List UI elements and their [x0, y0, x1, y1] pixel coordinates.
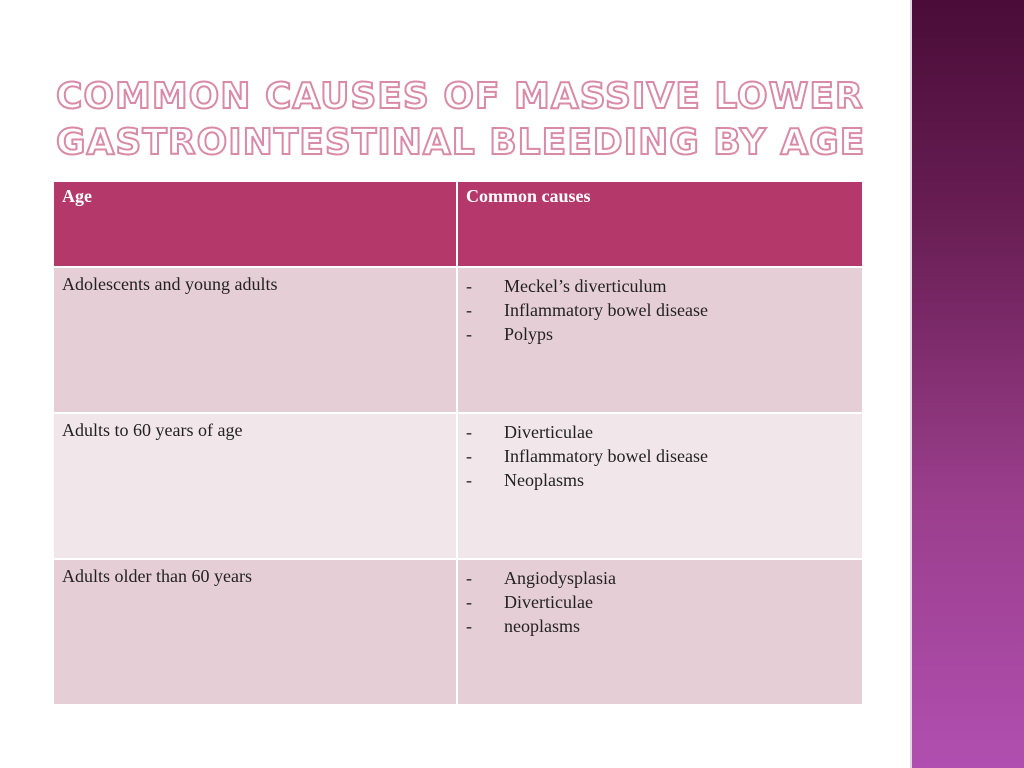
list-item [466, 444, 854, 468]
header-age: Age [53, 181, 457, 267]
table-row [53, 413, 863, 559]
causes-list [466, 418, 854, 492]
causes-list [466, 272, 854, 346]
causes-cell [457, 413, 863, 559]
bullet-dash: - [466, 592, 472, 612]
bullet-dash: - [466, 616, 472, 636]
bullet-dash: - [466, 422, 472, 442]
causes-cell [457, 559, 863, 705]
causes-table [52, 180, 864, 706]
cause-text: Diverticulae [504, 422, 593, 442]
bullet-dash: - [466, 300, 472, 320]
cause-text: Neoplasms [504, 470, 584, 490]
age-cell: Adolescents and young adults [53, 267, 457, 413]
cause-text: Polyps [504, 324, 554, 344]
cause-text: Inflammatory bowel disease [504, 300, 708, 320]
bullet-dash: - [466, 568, 472, 588]
list-item [466, 274, 854, 298]
list-item [466, 566, 854, 590]
bullet-dash: - [466, 446, 472, 466]
bullet-dash: - [466, 324, 472, 344]
list-item [466, 614, 854, 638]
causes-cell [457, 267, 863, 413]
causes-list [466, 564, 854, 638]
decorative-sidebar [912, 0, 1024, 768]
table-row [53, 559, 863, 705]
table-row [53, 267, 863, 413]
bullet-dash: - [466, 470, 472, 490]
cause-text: Angiodysplasia [504, 568, 616, 588]
cause-text: Meckel’s diverticulum [504, 276, 667, 296]
header-common-causes: Common causes [457, 181, 863, 267]
cause-text: Inflammatory bowel disease [504, 446, 708, 466]
table-header-row [53, 181, 863, 267]
list-item [466, 420, 854, 444]
age-cell: Adults older than 60 years [53, 559, 457, 705]
cause-text: neoplasms [504, 616, 580, 636]
slide-title: COMMON CAUSES OF MASSIVE LOWER GASTROINTESTINAL BLEEDING BY AGE [56, 76, 866, 163]
list-item [466, 590, 854, 614]
list-item [466, 298, 854, 322]
age-cell: Adults to 60 years of age [53, 413, 457, 559]
causes-table-wrapper [52, 180, 862, 706]
bullet-dash: - [466, 276, 472, 296]
cause-text: Diverticulae [504, 592, 593, 612]
list-item [466, 468, 854, 492]
list-item [466, 322, 854, 346]
